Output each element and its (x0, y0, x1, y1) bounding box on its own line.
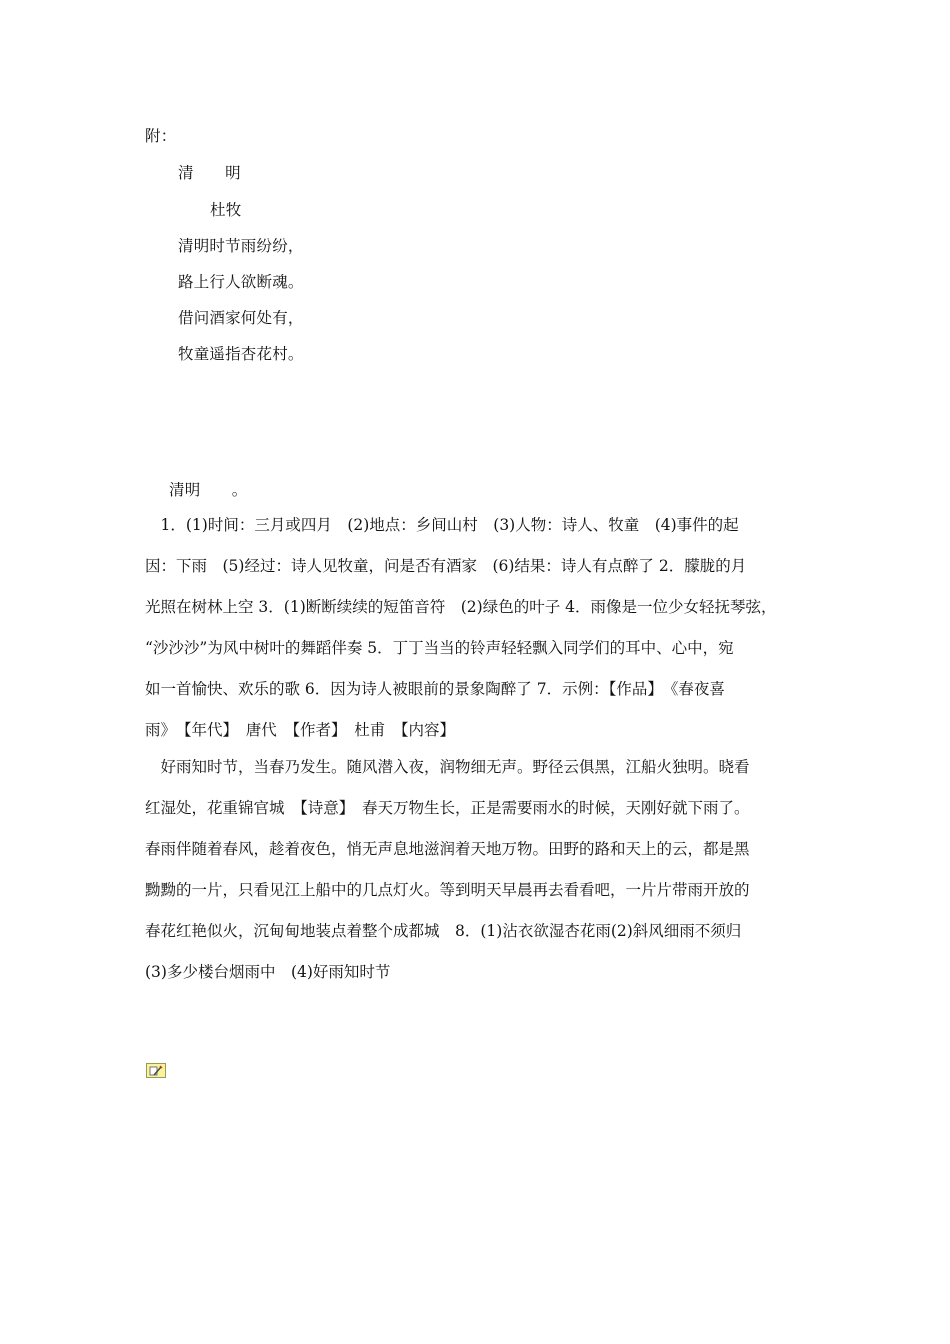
answer-line-9: 春雨伴随着春风，趁着夜色，悄无声息地滋润着天地万物。田野的路和天上的云，都是黑 (145, 840, 750, 858)
poem-line-1: 清明时节雨纷纷， (178, 237, 304, 255)
answer-line-8: 红湿处，花重锦官城 【诗意】 春天万物生长，正是需要雨水的时候，天刚好就下雨了。 (145, 799, 750, 817)
poem-line-2: 路上行人欲断魂。 (178, 273, 304, 291)
poem-line-4: 牧童遥指杏花村。 (178, 345, 304, 363)
answer-line-3: 光照在树林上空 3．(1)断断续续的短笛音符 (2)绿色的叶子 4．雨像是一位少女轻抚琴弦， (145, 598, 777, 616)
answer-line-12: (3)多少楼台烟雨中 (4)好雨知时节 (145, 963, 391, 981)
appendix-label: 附： (145, 127, 177, 145)
answer-line-4: “沙沙沙”为风中树叶的舞蹈伴奏 5．丁丁当当的铃声轻轻飘入同学们的耳中、心中，宛 (145, 639, 734, 657)
answer-line-10: 黝黝的一片，只看见江上船中的几点灯火。等到明天早晨再去看看吧，一片片带雨开放的 (145, 881, 750, 899)
answer-line-1: 1．(1)时间：三月或四月 (2)地点：乡间山村 (3)人物：诗人、牧童 (4)事件的起 (145, 516, 739, 534)
answer-line-2: 因：下雨 (5)经过：诗人见牧童，问是否有酒家 (6)结果：诗人有点醉了 2．朦胧的月 (145, 557, 747, 575)
pencil-icon (149, 1065, 163, 1077)
poem-title: 清 明 (178, 164, 241, 182)
answer-line-6: 雨》 【年代】 唐代 【作者】 杜甫 【内容】 (145, 721, 456, 739)
edit-note-icon[interactable] (146, 1063, 166, 1078)
poem-line-3: 借问酒家何处有， (178, 309, 304, 327)
poem-author: 杜牧 (210, 201, 242, 219)
answer-line-7: 好雨知时节，当春乃发生。随风潜入夜，润物细无声。野径云俱黑，江船火独明。晓看 (145, 758, 750, 776)
answer-line-5: 如一首愉快、欢乐的歌 6．因为诗人被眼前的景象陶醉了 7．示例：【作品】 《春夜喜 (145, 680, 725, 698)
answer-line-11: 春花红艳似火，沉甸甸地装点着整个成都城 8．(1)沾衣欲湿杏花雨(2)斜风细雨不须归 (145, 922, 742, 940)
answers-heading: 清明 。 (169, 481, 248, 499)
